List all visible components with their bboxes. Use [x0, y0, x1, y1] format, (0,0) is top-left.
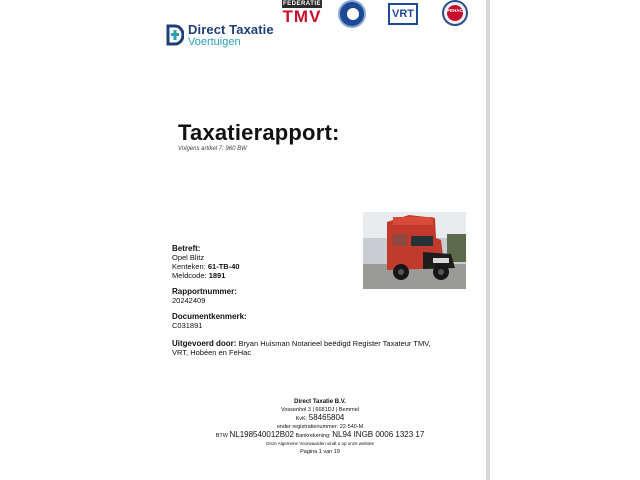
btw-label: BTW — [215, 433, 228, 439]
kenteken-value: 61-TB-40 — [207, 262, 240, 271]
betreft-label: Betreft: — [172, 244, 201, 253]
rapportnummer-label: Rapportnummer: — [172, 287, 237, 296]
footer-kvk — [200, 414, 440, 423]
kvk-value: 58465804 — [308, 413, 345, 422]
kvk-label: KvK: — [295, 416, 308, 422]
footer-address: Vossenhol 3 | 6681DJ | Bemmel — [280, 407, 360, 413]
vrt-logo: VRT — [388, 3, 418, 25]
meldcode-value: 1891 — [208, 271, 226, 280]
vehicle-name: Opel Blitz — [172, 253, 205, 262]
bank-label: Bankrekening: — [295, 433, 331, 439]
brand-mark-icon — [166, 24, 184, 46]
direct-taxatie-logo — [166, 22, 274, 48]
page-subtitle: Volgens artikel 7: 960 BW — [178, 146, 247, 152]
uitgevoerd-label: Uitgevoerd door: — [172, 339, 237, 348]
viewer-background — [490, 0, 640, 480]
fehac-label: FEHAC — [447, 8, 463, 13]
uitgevoerd-line1: Bryan Huisman Notarieel beëdigd Register Taxateur TMV, — [238, 339, 431, 348]
page-title: Taxatierapport: — [178, 120, 340, 145]
meldcode-row — [172, 271, 240, 280]
fehac-logo — [442, 0, 468, 26]
page-footer — [200, 398, 440, 456]
brand-sub: Voertuigen — [188, 35, 241, 48]
footer-company: Direct Taxatie B.V. — [294, 399, 346, 405]
btw-value: NL198540012B02 — [229, 430, 294, 439]
footer-page-number: Pagina 1 van 19 — [300, 449, 340, 455]
betreft-section — [172, 244, 240, 280]
tmv-label: TMV — [282, 7, 322, 26]
uitgevoerd-line2: VRT, Hobéen en FeHac — [172, 348, 252, 357]
kenteken-label: Kenteken: — [172, 262, 206, 271]
bank-value: NL94 INGB 0006 1323 17 — [332, 430, 425, 439]
brand-name: Direct Taxatie — [188, 21, 274, 37]
federatie-tmv-logo — [282, 0, 322, 26]
federatie-label: FEDERATIE — [282, 1, 322, 7]
kenteken-row — [172, 262, 240, 271]
documentkenmerk-value: C031891 — [172, 321, 203, 330]
meldcode-label: Meldcode: — [172, 271, 207, 280]
seal-logo-icon — [338, 0, 366, 28]
uitgevoerd-row — [172, 339, 462, 348]
footer-terms: Onze Algemene Voorwaarden vindt u op onze website — [265, 441, 375, 446]
rapportnummer-section — [172, 287, 237, 305]
footer-registration: onder registratienummer: 22-540-M — [276, 424, 364, 430]
documentkenmerk-label: Documentkenmerk: — [172, 312, 247, 321]
footer-btw-bank — [200, 431, 440, 440]
uitgevoerd-section — [172, 339, 462, 357]
rapportnummer-value: 20242409 — [172, 296, 206, 305]
vehicle-photo — [363, 212, 466, 289]
documentkenmerk-section — [172, 312, 247, 330]
